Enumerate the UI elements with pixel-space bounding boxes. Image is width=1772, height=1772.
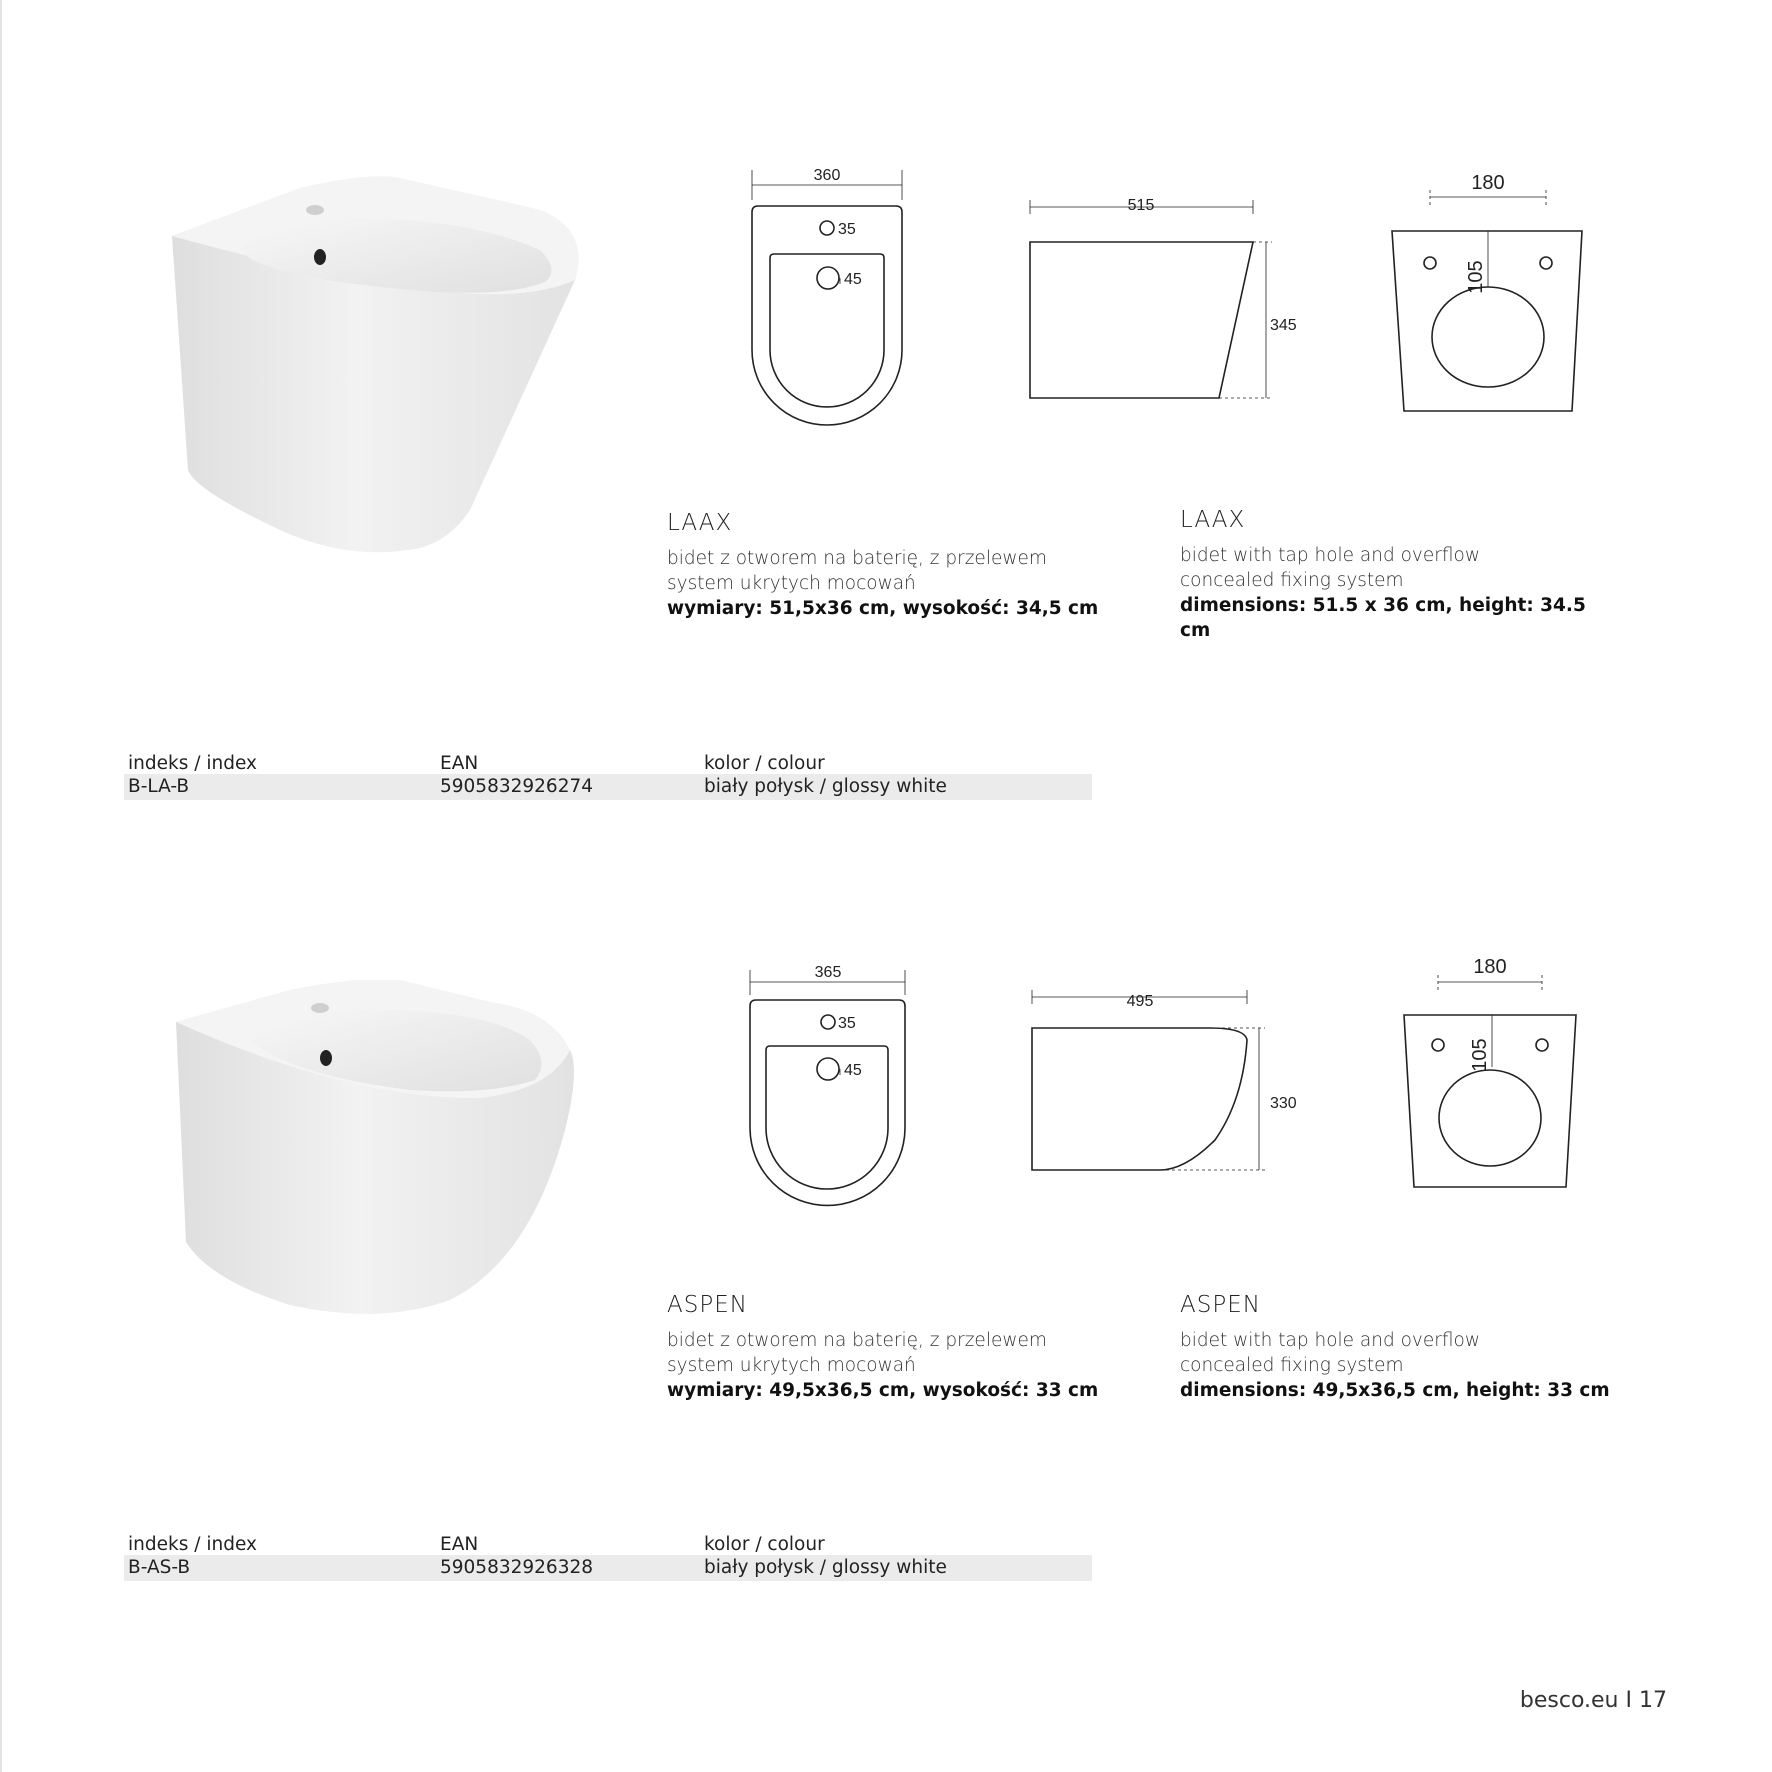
dimensions-text: wymiary: 51,5x36 cm, wysokość: 34,5 cm — [667, 598, 1099, 619]
front-view-drawing-laax — [740, 160, 920, 430]
spec-table-header — [124, 1531, 1092, 1555]
dimensions-text: wymiary: 49,5x36,5 cm, wysokość: 33 cm — [667, 1380, 1099, 1401]
rear-view-drawing-laax — [1380, 165, 1600, 425]
description-line: bidet z otworem na baterię, z przelewem — [667, 1330, 1047, 1351]
cell-ean: 5905832926328 — [440, 1557, 594, 1578]
header-index: indeks / index — [128, 753, 257, 774]
dimensions-text: dimensions: 51.5 x 36 cm, height: 34.5 cm — [1180, 595, 1586, 641]
product-name: LAAX — [1180, 507, 1246, 533]
footer-separator: I — [1625, 1688, 1632, 1713]
product-name: ASPEN — [667, 1292, 748, 1318]
dim-rear-spacing: 180 — [1473, 956, 1507, 978]
dim-rear-height: 105 — [1469, 1038, 1491, 1072]
dim-side-height: 345 — [1270, 317, 1297, 334]
header-colour: kolor / colour — [704, 753, 825, 774]
description-line: system ukrytych mocowań — [667, 1355, 916, 1376]
description-pl-aspen — [667, 1292, 1107, 1403]
cell-colour: biały połysk / glossy white — [704, 1557, 947, 1578]
cell-ean: 5905832926274 — [440, 776, 594, 797]
cell-colour: biały połysk / glossy white — [704, 776, 947, 797]
cell-index: B-AS-B — [128, 1557, 191, 1578]
dim-rear-height: 105 — [1465, 260, 1487, 294]
product-laax — [0, 0, 1772, 800]
header-ean: EAN — [440, 753, 479, 774]
description-line: concealed fixing system — [1180, 1355, 1404, 1376]
side-view-drawing-aspen — [1025, 990, 1315, 1210]
dimensions-text: dimensions: 49,5x36,5 cm, height: 33 cm — [1180, 1380, 1610, 1401]
table-row — [124, 1555, 1092, 1581]
header-ean: EAN — [440, 1534, 479, 1555]
description-line: system ukrytych mocowań — [667, 573, 916, 594]
dim-top-width: 365 — [814, 965, 842, 981]
dim-small-hole: 35 — [838, 1015, 856, 1032]
description-line: bidet with tap hole and overflow — [1180, 1330, 1480, 1351]
dim-rear-spacing: 180 — [1471, 172, 1505, 194]
product-photo-aspen — [150, 980, 620, 1400]
dim-side-height: 330 — [1270, 1095, 1297, 1112]
product-photo-laax — [150, 170, 620, 590]
footer-site-link[interactable]: besco.eu — [1519, 1688, 1619, 1713]
description-en-aspen — [1180, 1292, 1620, 1403]
description-en-laax — [1180, 507, 1620, 643]
page-number: 17 — [1639, 1688, 1667, 1713]
side-view-drawing-laax — [1020, 190, 1310, 420]
dim-large-hole: 45 — [844, 271, 862, 288]
page-footer — [1520, 1688, 1667, 1713]
spec-table-aspen — [124, 1531, 1092, 1581]
cell-index: B-LA-B — [128, 776, 190, 797]
description-line: concealed fixing system — [1180, 570, 1404, 591]
rear-view-drawing-aspen — [1390, 955, 1610, 1205]
product-aspen — [0, 780, 1772, 1580]
product-name: ASPEN — [1180, 1292, 1261, 1318]
dim-small-hole: 35 — [838, 221, 856, 238]
dim-top-width: 360 — [813, 167, 841, 184]
dim-side-length: 495 — [1126, 993, 1154, 1010]
description-line: bidet with tap hole and overflow — [1180, 545, 1480, 566]
dim-side-length: 515 — [1127, 197, 1155, 214]
front-view-drawing-aspen — [740, 965, 920, 1225]
spec-table-header — [124, 750, 1092, 774]
header-colour: kolor / colour — [704, 1534, 825, 1555]
description-line: bidet z otworem na baterię, z przelewem — [667, 548, 1047, 569]
header-index: indeks / index — [128, 1534, 257, 1555]
dim-large-hole: 45 — [844, 1062, 862, 1079]
product-name: LAAX — [667, 510, 733, 536]
description-pl-laax — [667, 510, 1107, 621]
